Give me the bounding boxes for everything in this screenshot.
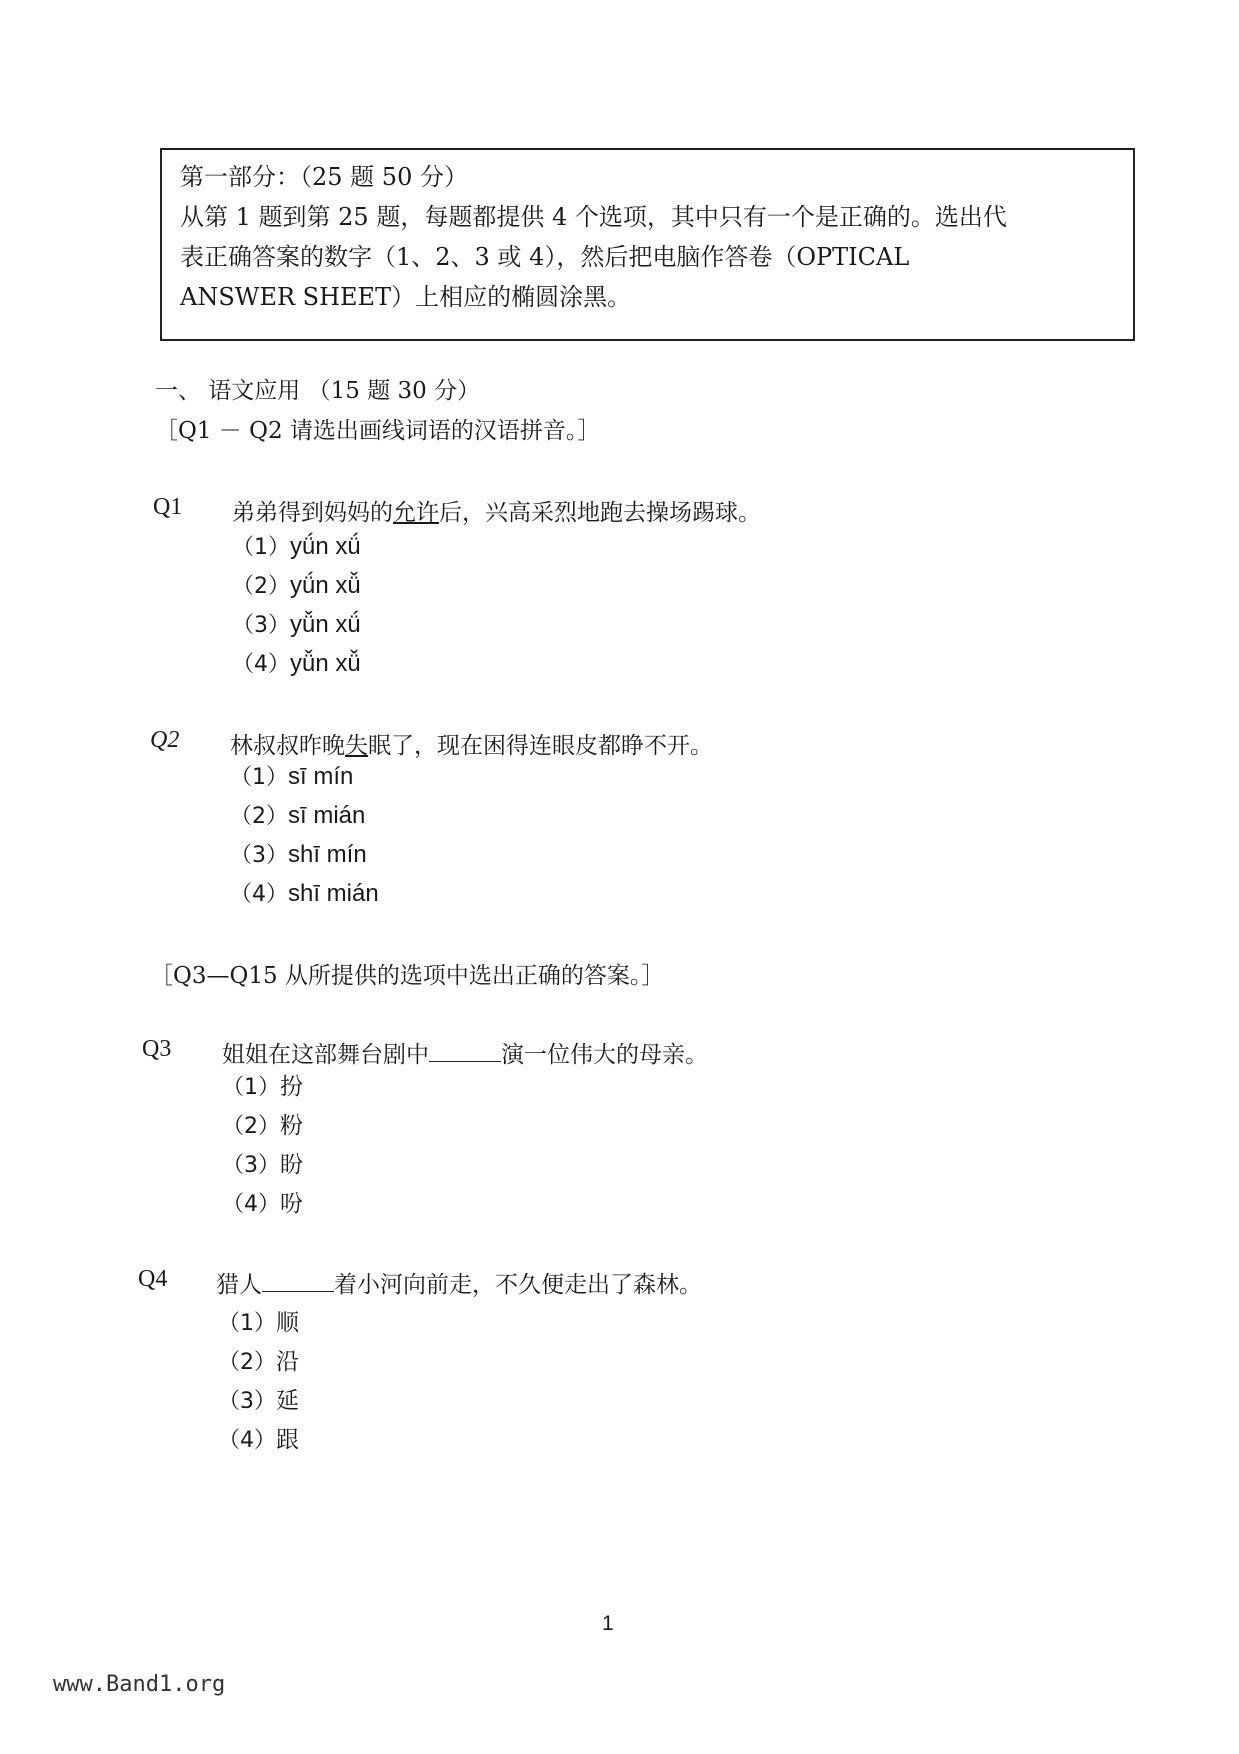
question-number-q2: Q2 xyxy=(150,727,180,753)
option-q2-2: （2）sī mián xyxy=(230,802,366,829)
option-q2-3: （3）shī mín xyxy=(230,841,367,868)
question-text-q1: 弟弟得到妈妈的允许后，兴高采烈地跑去操场踢球。 xyxy=(232,500,761,526)
part-title: 第一部分：（25 题 50 分） xyxy=(180,163,468,191)
option-q3-3: （3）盼 xyxy=(222,1152,303,1178)
option-q1-1: （1）yǘn xǘ xyxy=(232,533,361,560)
option-q1-4: （4）yǚn xǚ xyxy=(232,650,361,677)
option-q4-3: （3）延 xyxy=(218,1388,299,1414)
option-q1-2: （2）yǘn xǚ xyxy=(232,572,361,599)
section-instruction-q3-q15: ［Q3—Q15 从所提供的选项中选出正确的答案。］ xyxy=(150,963,665,989)
option-q2-1: （1）sī mín xyxy=(230,763,354,790)
answer-blank xyxy=(429,1043,501,1062)
instruction-line-3: ANSWER SHEET）上相应的椭圆涂黑。 xyxy=(180,283,632,311)
option-q3-1: （1）扮 xyxy=(222,1074,303,1100)
instruction-line-2: 表正确答案的数字（1、2、3 或 4），然后把电脑作答卷（OPTICAL xyxy=(180,243,910,271)
section-instruction-q1-q2: ［Q1 － Q2 请选出画线词语的汉语拼音。］ xyxy=(155,418,601,444)
question-number-q4: Q4 xyxy=(138,1266,168,1292)
page-number: 1 xyxy=(602,1612,614,1635)
question-number-q3: Q3 xyxy=(142,1036,172,1062)
option-q1-3: （3）yǚn xǘ xyxy=(232,611,361,638)
option-q3-2: （2）粉 xyxy=(222,1113,303,1139)
question-text-q4: 猎人 着小河向前走，不久便走出了森林。 xyxy=(216,1272,702,1298)
question-number-q1: Q1 xyxy=(153,494,183,520)
option-q4-4: （4）跟 xyxy=(218,1427,299,1453)
instruction-line-1: 从第 1 题到第 25 题，每题都提供 4 个选项，其中只有一个是正确的。选出代 xyxy=(180,203,1007,231)
option-q3-4: （4）吩 xyxy=(222,1191,303,1217)
option-q4-1: （1）顺 xyxy=(218,1310,299,1336)
option-q4-2: （2）沿 xyxy=(218,1349,299,1375)
answer-blank xyxy=(262,1273,334,1292)
option-q2-4: （4）shī mián xyxy=(230,880,379,907)
question-text-q3: 姐姐在这部舞台剧中 演一位伟大的母亲。 xyxy=(222,1042,708,1068)
underlined-word: 允许 xyxy=(393,500,439,526)
footer-url: www.Band1.org xyxy=(53,1672,226,1697)
underlined-word: 失 xyxy=(345,733,368,759)
question-text-q2: 林叔叔昨晚失眠了，现在困得连眼皮都睁不开。 xyxy=(230,733,713,759)
section-title: 一、 语文应用 （15 题 30 分） xyxy=(155,378,481,404)
